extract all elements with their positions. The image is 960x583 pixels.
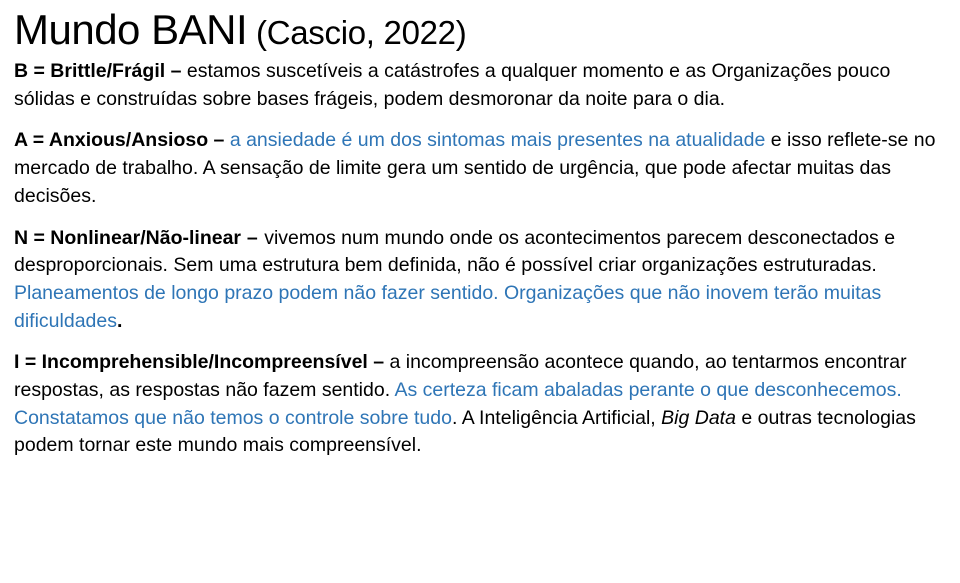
page-title-citation: (Cascio, 2022) — [256, 14, 467, 51]
paragraph-incomprehensible-lead: I = Incomprehensible/Incompreensível — [14, 351, 368, 374]
paragraph-nonlinear-body: vivemos num mundo onde os acontecimentos parecem desconectados e desproporcionais. Sem uma estrutura bem definida, não é possível criar organizações estruturadas. — [14, 226, 896, 277]
paragraph-nonlinear-highlight: Planeamentos de longo prazo podem não fazer sentido. Organizações que não inovem terão muitas dificuldades — [14, 281, 882, 332]
paragraph-nonlinear-dash: – — [241, 226, 265, 249]
paragraph-brittle — [14, 58, 946, 113]
paragraph-anxious-lead: A = Anxious/Ansioso — [14, 129, 209, 152]
paragraph-anxious-dash: – — [208, 129, 230, 152]
paragraph-anxious-highlight: a ansiedade é um dos sintomas mais presentes na atualidade — [229, 129, 766, 152]
paragraph-anxious-body: e isso reflete-se no mercado de trabalho. A sensação de limite gera um sentido de urgência, que pode afectar muitas das decisões. — [14, 129, 936, 207]
paragraph-incomprehensible-body-2: . A Inteligência Artificial, — [451, 406, 662, 429]
paragraph-nonlinear — [14, 225, 946, 336]
paragraph-incomprehensible-highlight: As certeza ficam abaladas perante o que desconhecemos. Constatamos que não temos o controle sobre tudo — [14, 378, 902, 429]
paragraph-nonlinear-lead: N = Nonlinear/Não-linear — [14, 226, 242, 249]
paragraph-incomprehensible-body-1: a incompreensão acontece quando, ao tentarmos encontrar respostas, as respostas não fazem sentido. — [14, 351, 907, 401]
paragraph-incomprehensible — [14, 349, 946, 460]
page-title-main: Mundo BANI — [14, 6, 248, 53]
paragraph-nonlinear-period: . — [116, 309, 123, 332]
paragraph-incomprehensible-term: Big Data — [661, 406, 736, 429]
paragraph-brittle-lead: B = Brittle/Frágil — [14, 60, 166, 83]
paragraph-incomprehensible-dash: – — [367, 351, 390, 374]
page-title — [14, 8, 946, 52]
paragraph-anxious — [14, 127, 946, 210]
paragraph-incomprehensible-body-3: e outras tecnologias podem tornar este mundo mais compreensível. — [14, 406, 916, 457]
paragraph-brittle-body: estamos suscetíveis a catástrofes a qualquer momento e as Organizações pouco sólidas e construídas sobre bases frágeis, podem desmoronar da noite para o dia. — [14, 60, 891, 110]
paragraph-brittle-dash: – — [165, 60, 187, 83]
